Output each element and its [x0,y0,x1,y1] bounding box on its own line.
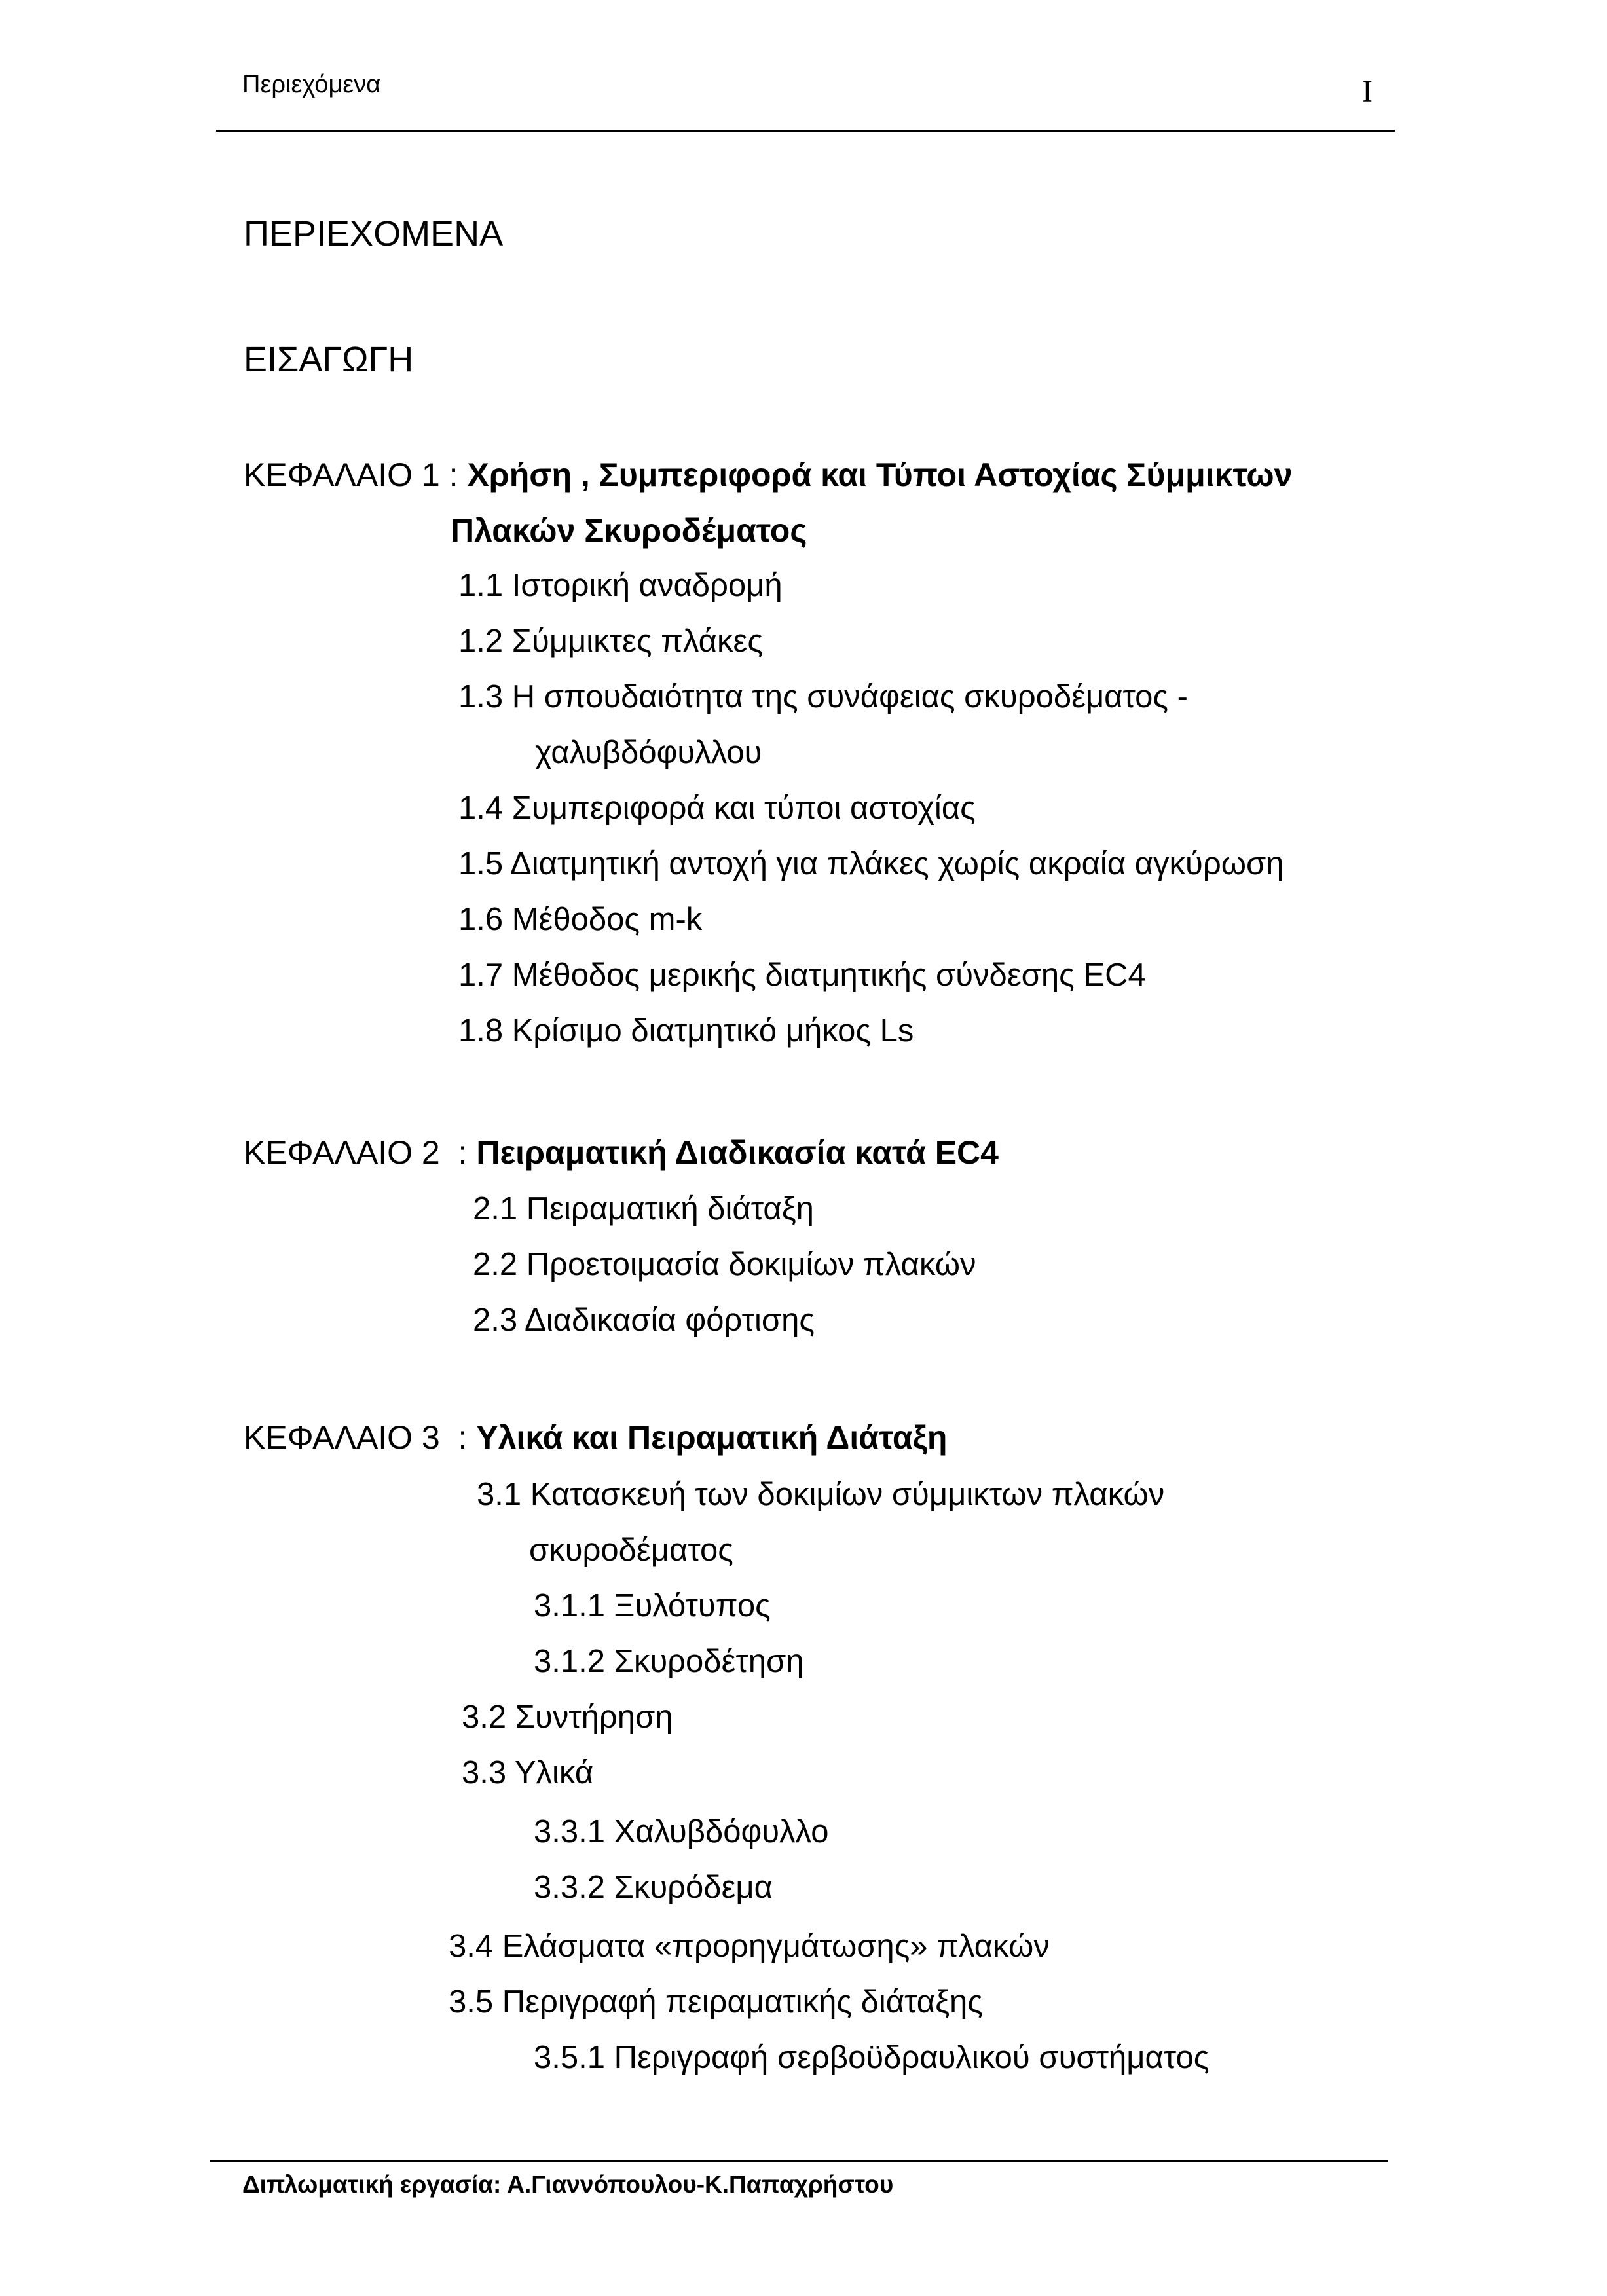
chapter2-label: ΚΕΦΑΛΑΙΟ 2 [244,1134,440,1171]
toc-entry-3-3-2: 3.3.2 Σκυρόδεμα [534,1870,773,1905]
chapter3-sep: : [458,1419,468,1456]
running-header: Περιεχόμενα [242,71,381,98]
toc-entry-1-8: 1.8 Κρίσιμο διατμητικό μήκος Ls [458,1013,914,1048]
footer-rule [210,2160,1388,2162]
toc-introduction: ΕΙΣΑΓΩΓΗ [244,340,414,379]
toc-entry-1-3-cont: χαλυβδόφυλλου [535,735,762,770]
toc-entry-1-7: 1.7 Μέθοδος μερικής διατμητικής σύνδεσης EC4 [458,957,1146,993]
chapter2-heading [244,1136,999,1169]
toc-entry-3-4: 3.4 Ελάσματα «προρηγμάτωσης» πλακών [449,1929,1050,1964]
chapter3-label: ΚΕΦΑΛΑΙΟ 3 [244,1419,440,1456]
toc-entry-3-1-cont: σκυροδέματος [529,1532,733,1568]
toc-entry-3-5-1: 3.5.1 Περιγραφή σερβοϋδραυλικού συστήματος [534,2040,1210,2075]
chapter1-sep: : [449,456,458,493]
toc-title: ΠΕΡΙΕΧΟΜΕΝΑ [244,214,504,253]
toc-entry-2-3: 2.3 Διαδικασία φόρτισης [473,1303,815,1338]
toc-entry-1-3: 1.3 Η σπουδαιότητα της συνάφειας σκυροδέματος - [458,679,1188,714]
toc-entry-3-5: 3.5 Περιγραφή πειραματικής διάταξης [449,1984,983,2020]
chapter3-title: Υλικά και Πειραματική Διάταξη [476,1419,948,1456]
toc-entry-1-4: 1.4 Συμπεριφορά και τύποι αστοχίας [458,790,976,826]
toc-entry-3-1-1: 3.1.1 Ξυλότυπος [534,1588,771,1623]
toc-entry-2-1: 2.1 Πειραματική διάταξη [473,1191,814,1227]
toc-entry-3-3-1: 3.3.1 Χαλυβδόφυλλο [534,1814,829,1849]
toc-entry-3-3: 3.3 Υλικά [462,1755,594,1790]
chapter2-title: Πειραματική Διαδικασία κατά EC4 [476,1134,999,1171]
running-footer: Διπλωματική εργασία: Α.Γιαννόπουλου-Κ.Παπαχρήστου [242,2171,894,2198]
page-number: I [1362,74,1373,109]
toc-entry-3-1: 3.1 Κατασκευή των δοκιμίων σύμμικτων πλακών [477,1477,1165,1512]
toc-entry-1-6: 1.6 Μέθοδος m-k [458,902,703,937]
chapter1-heading [244,458,1292,491]
toc-entry-2-2: 2.2 Προετοιμασία δοκιμίων πλακών [473,1247,976,1282]
chapter3-heading [244,1421,947,1454]
toc-entry-1-1: 1.1 Ιστορική αναδρομή [458,568,783,603]
header-rule [216,130,1395,132]
chapter1-title-cont: Πλακών Σκυροδέματος [451,512,807,549]
toc-entry-1-2: 1.2 Σύμμικτες πλάκες [458,623,763,659]
chapter1-title: Χρήση , Συμπεριφορά και Τύποι Αστοχίας Σύμμικτων [467,456,1293,493]
toc-entry-3-2: 3.2 Συντήρηση [462,1699,673,1735]
toc-entry-1-5: 1.5 Διατμητική αντοχή για πλάκες χωρίς ακραία αγκύρωση [458,846,1284,881]
chapter1-label: ΚΕΦΑΛΑΙΟ 1 [244,456,440,493]
chapter2-sep: : [458,1134,468,1171]
toc-entry-3-1-2: 3.1.2 Σκυροδέτηση [534,1644,804,1679]
